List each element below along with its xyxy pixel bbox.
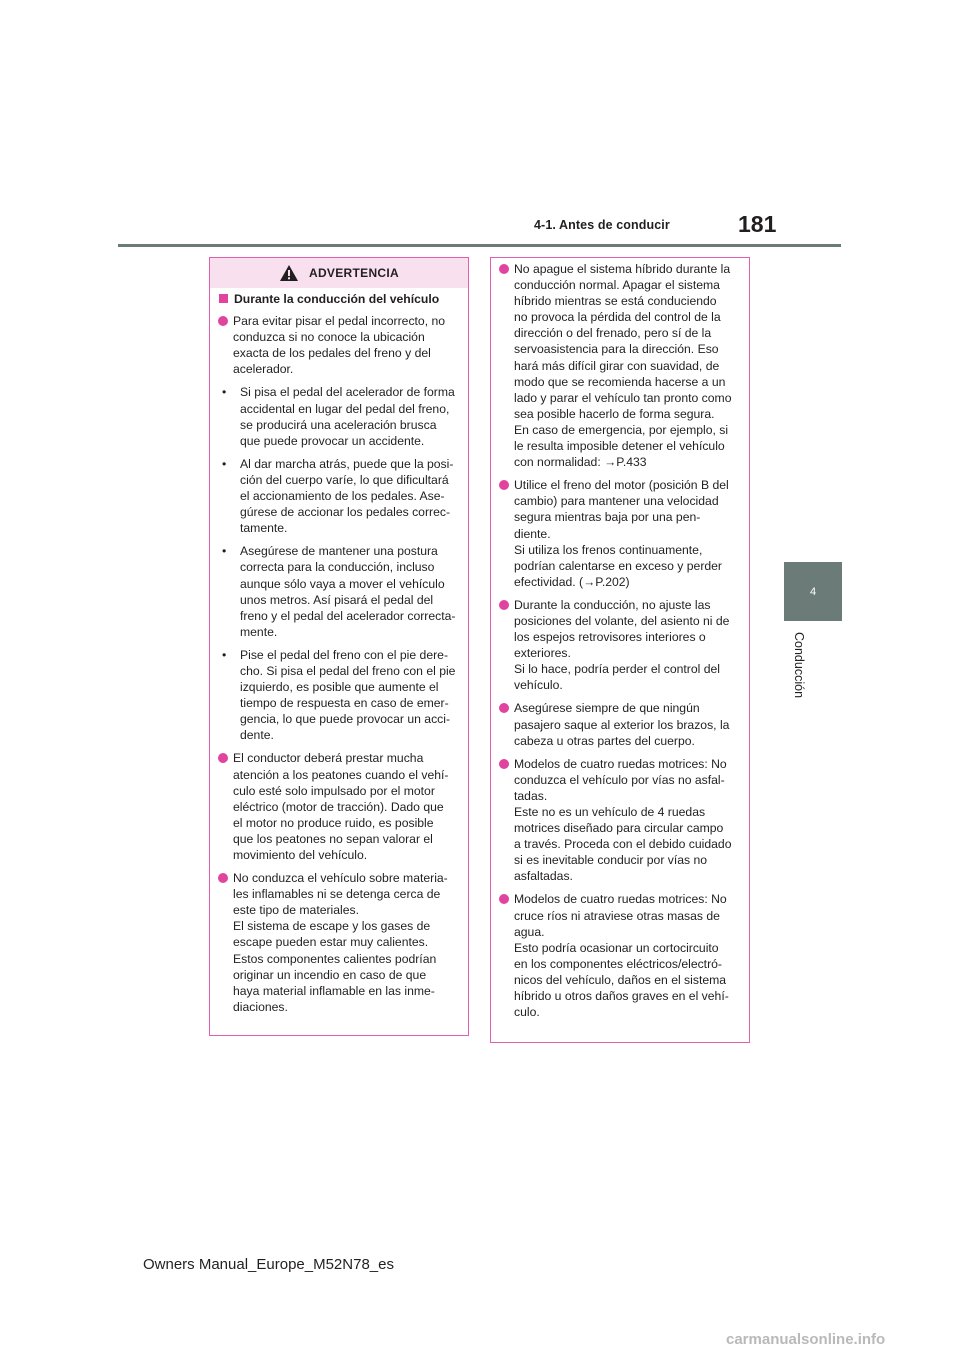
bullet-item <box>499 477 739 590</box>
bullet-item <box>499 756 739 885</box>
bullet-item <box>499 891 739 1020</box>
round-bullet-icon <box>499 264 509 274</box>
item-text: Al dar marcha atrás, puede que la posi- ción del cuerpo varíe, lo que dificultará el accionamiento de los pedales. Ase- gúrese de accionar los pedales correc- tamente. <box>240 456 454 536</box>
footer-manual-id: Owners Manual_Europe_M52N78_es <box>143 1256 394 1273</box>
warning-box-left <box>209 257 469 1036</box>
bullet-item <box>218 313 458 377</box>
round-bullet-icon <box>218 316 228 326</box>
left-content <box>210 288 468 1015</box>
round-bullet-icon <box>218 753 228 763</box>
item-text: No apague el sistema híbrido durante la conducción normal. Apagar el sistema híbrido mientras se está conduciendo no provoca la pérdida del control de la dirección o del frenado, pero sí de la servoasistencia para la dirección. Eso hará más difícil girar con suavidad, de modo que se recomienda hacerse a un lado y parar el vehículo tan pronto como sea posible hacerlo de forma segura. En caso de emergencia, por ejemplo, si le resulta imposible detener el vehículo con normalidad: →P.433 <box>514 262 732 470</box>
bullet-item <box>499 597 739 694</box>
chapter-label: Conducción <box>792 632 806 699</box>
header-rule <box>118 244 841 247</box>
round-bullet-icon <box>499 894 509 904</box>
sub-bullet-item <box>218 647 458 744</box>
chapter-tab <box>784 562 842 621</box>
round-bullet-icon <box>499 600 509 610</box>
item-text: Utilice el freno del motor (posición B del cambio) para mantener una velocidad segura mientras baja por una pen- diente. Si utiliza los frenos continuamente, podrían calentarse en exceso y perder efectividad. (→P.202) <box>514 478 729 589</box>
item-text: El conductor deberá prestar mucha atención a los peatones cuando el vehí- culo esté solo impulsado por el motor eléctrico (motor de tracción). Dado que el motor no produce ruido, es posible que los peatones no sepan valorar el movimiento del vehículo. <box>233 751 449 862</box>
page-number: 181 <box>738 211 777 237</box>
right-content <box>491 258 749 1020</box>
subheading <box>218 291 458 307</box>
item-text: Asegúrese siempre de que ningún pasajero saque al exterior los brazos, la cabeza u otras partes del cuerpo. <box>514 701 730 748</box>
round-bullet-icon <box>218 873 228 883</box>
small-bullet-icon: • <box>222 456 227 471</box>
small-bullet-icon: • <box>222 385 227 400</box>
warning-header <box>210 258 468 288</box>
item-text: No conduzca el vehículo sobre materia- les inflamables ni se detenga cerca de este tipo de materiales. El sistema de escape y los gases de escape pueden estar muy calientes. Estos componentes calientes podrían originar un incendio en caso de que haya material inflamable en las inme- diaciones. <box>233 871 448 1014</box>
warning-box-right <box>490 257 750 1043</box>
bullet-item <box>499 261 739 470</box>
subheading-text: Durante la conducción del vehículo <box>234 292 440 306</box>
item-text: Modelos de cuatro ruedas motrices: No cruce ríos ni atraviese otras masas de agua. Esto podría ocasionar un cortocircuito en los componentes eléctricos/electró- nicos del vehículo, daños en el sistema híbrido u otros daños graves en el vehí- culo. <box>514 892 729 1020</box>
round-bullet-icon <box>499 759 509 769</box>
sub-bullet-item <box>218 384 458 448</box>
warning-triangle-icon <box>279 264 299 282</box>
item-text: Para evitar pisar el pedal incorrecto, no conduzca si no conoce la ubicación exacta de los pedales del freno y del acelerador. <box>233 314 446 377</box>
bullet-item <box>218 870 458 1015</box>
item-text: Modelos de cuatro ruedas motrices: No conduzca el vehículo por vías no asfal- tadas. Este no es un vehículo de 4 ruedas motrices diseñado para circular campo a través. Proceda con el debido cuidado si es inevitable conducir por vías no asfaltadas. <box>514 756 732 884</box>
bullet-item <box>499 700 739 748</box>
watermark: carmanualsonline.info <box>726 1331 886 1348</box>
square-bullet-icon <box>219 294 228 303</box>
sub-bullet-item <box>218 456 458 536</box>
bullet-item <box>218 750 458 863</box>
warning-title: ADVERTENCIA <box>309 266 399 280</box>
sub-bullet-item <box>218 543 458 640</box>
item-text: Pise el pedal del freno con el pie dere- cho. Si pisa el pedal del freno con el pie izquierdo, es posible que aumente el tiempo de respuesta en caso de emer- gencia, lo que puede provocar un acci- dente. <box>240 647 456 743</box>
round-bullet-icon <box>499 703 509 713</box>
small-bullet-icon: • <box>222 544 227 559</box>
item-text: Durante la conducción, no ajuste las posiciones del volante, del asiento ni de los espejos retrovisores interiores o exteriores. Si lo hace, podría perder el control del vehículo. <box>514 597 730 693</box>
item-text: Asegúrese de mantener una postura correcta para la conducción, incluso aunque sólo vaya a mover el vehículo unos metros. Así pisará el pedal del freno y el pedal del acelerador correcta- mente. <box>240 544 456 639</box>
round-bullet-icon <box>499 480 509 490</box>
item-text: Si pisa el pedal del acelerador de forma accidental en lugar del pedal del freno, se producirá una aceleración brusca que puede provocar un accidente. <box>240 385 455 448</box>
chapter-number: 4 <box>809 585 817 598</box>
section-title: 4-1. Antes de conducir <box>534 218 670 232</box>
small-bullet-icon: • <box>222 647 227 662</box>
